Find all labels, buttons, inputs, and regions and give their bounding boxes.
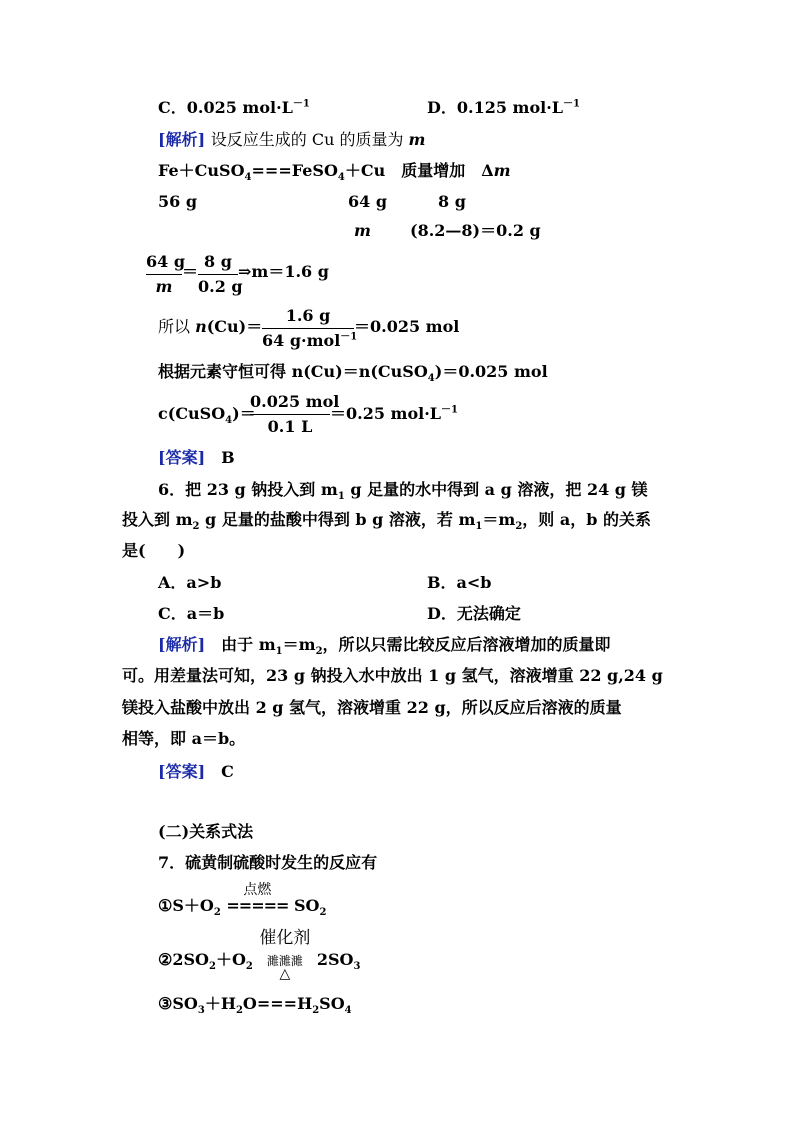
q6-analysis-3: 镁投入盐酸中放出 2 g 氢气，溶液增重 22 g，所以反应后溶液的质量 xyxy=(122,698,622,717)
q6-line-2: 投入到 $m_2$ g 足量的盐酸中得到 b g 溶液，若 $m_1=m_2$，则 a，b 的关系 xyxy=(122,510,651,533)
ratio-fraction-1: 64 g m xyxy=(146,252,186,296)
ratio-result: ⇒m＝1.6 g xyxy=(238,262,329,281)
q6-analysis-4: 相等，即 a＝b。 xyxy=(122,729,246,748)
n-cu-fraction: 1.6 g 64 g·mol$^{-1}$ xyxy=(262,306,358,350)
q5-analysis-intro: [解析] 设反应生成的 Cu 的质量为 m xyxy=(158,130,426,149)
c-fraction: 0.025 mol 0.1 L xyxy=(250,392,340,436)
q7-stem: 7．硫黄制硫酸时发生的反应有 xyxy=(158,853,378,872)
q6-analysis-2: 可。用差量法可知，23 g 钠投入水中放出 1 g 氢气，溶液增重 22 g,24 g xyxy=(122,666,663,685)
q7-reaction-3: $③SO_3+H_2O===H_2SO_4$ xyxy=(158,994,352,1017)
c-prefix: c(CuSO$_4$)＝ xyxy=(158,404,256,427)
q5-option-d: D．0.125 $mol\cdot L^{-1}$ xyxy=(427,98,581,117)
conservation-line: 根据元素守恒可得 n(Cu)＝n(CuSO$_4$)＝0.025 mol xyxy=(158,362,548,385)
mass-delta: 8 g xyxy=(438,192,466,211)
analysis-tag: [解析] xyxy=(158,130,206,149)
n-cu-prefix: 所以 n(Cu)＝ xyxy=(158,317,263,336)
section-title: (二)关系式法 xyxy=(158,822,254,841)
q6-answer: [答案] C xyxy=(158,762,234,781)
q7-reaction-2: $②2SO_2+O_2$ 催化剂 濉濉濉 △ $2SO_3$ xyxy=(158,928,361,982)
mass-fe: 56 g xyxy=(158,192,198,211)
q6-option-a: A．a>b xyxy=(158,573,222,592)
delta-calc: (8.2—8)＝0.2 g xyxy=(410,221,541,240)
q7-reaction-1: $①S+O_2$ 点燃 ===== $SO_2$ xyxy=(158,882,327,919)
mass-cu: 64 g xyxy=(348,192,388,211)
q6-option-d: D．无法确定 xyxy=(427,604,521,623)
c-result: ＝0.25 $mol\cdot L^{-1}$ xyxy=(330,404,459,423)
q5-answer: [答案] B xyxy=(158,448,235,467)
q6-option-b: B．a<b xyxy=(427,573,492,592)
q6-line-3: 是( ) xyxy=(122,541,186,560)
var-m: m xyxy=(354,221,371,240)
n-cu-result: ＝0.025 mol xyxy=(354,317,460,336)
q6-option-c: C．a＝b xyxy=(158,604,225,623)
q6-analysis-1: [解析] 由于 $m_1=m_2$，所以只需比较反应后溶液增加的质量即 xyxy=(158,635,611,658)
condition-arrow-catalyst: 催化剂 濉濉濉 △ xyxy=(259,928,311,982)
q6-line-1: 6．把 23 g 钠投入到 $m_1$ g 足量的水中得到 a g 溶液，把 24 g 镁 xyxy=(158,480,648,503)
ratio-fraction-2: 8 g 0.2 g xyxy=(198,252,243,296)
ratio-equals: ＝ xyxy=(182,262,199,281)
q5-option-c: C．0.025 $mol\cdot L^{-1}$ xyxy=(158,98,310,117)
condition-arrow-ignite: 点燃 ===== xyxy=(226,882,289,915)
q5-reaction-equation: Fe＋CuSO$_4$===FeSO$_4$＋Cu 质量增加 Δm xyxy=(158,161,511,184)
